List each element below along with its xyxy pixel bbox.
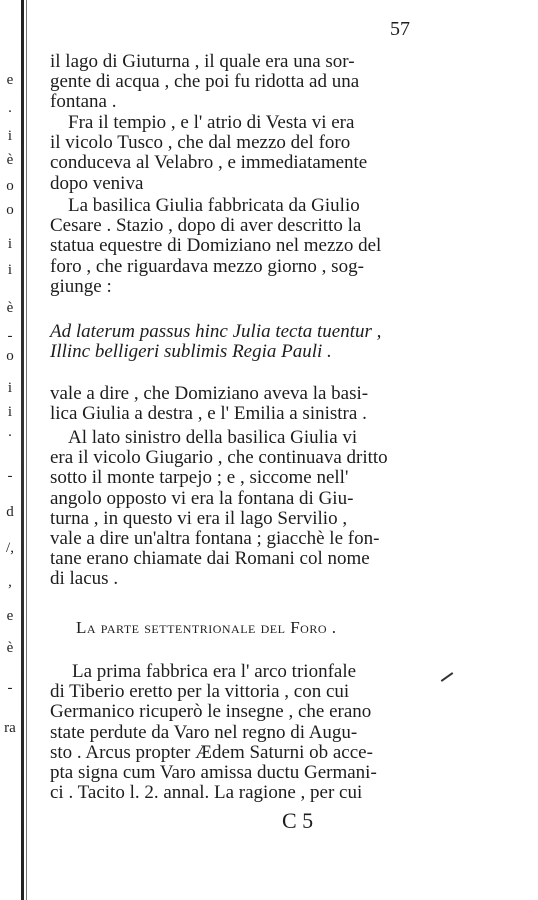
edge-fragment: /, <box>6 540 14 556</box>
page-number: 57 <box>390 18 410 40</box>
paragraph-vicolo-tusco <box>50 113 430 194</box>
edge-fragment: è <box>6 300 14 316</box>
binding-shadow <box>21 0 24 900</box>
edge-fragment: i <box>7 380 13 396</box>
edge-fragment: d <box>6 504 14 520</box>
paragraph-basilica-giulia <box>50 196 430 297</box>
text-line: angolo opposto vi era la fontana di Giu- <box>50 487 354 509</box>
text-line: ci . Tacito l. 2. annal. La ragione , per cui <box>50 782 363 804</box>
text-line: Cesare . Stazio , dopo di aver descritto la <box>50 215 362 237</box>
text-line: Fra il tempio , e l' atrio di Vesta vi era <box>68 112 355 133</box>
edge-fragment: i <box>7 262 13 278</box>
edge-fragment: è <box>6 640 14 656</box>
edge-fragment: o <box>6 348 14 364</box>
edge-fragment: e <box>6 608 14 624</box>
text-line: La prima fabbrica era l' arco trionfale <box>72 661 357 682</box>
text-line: gente di acqua , che poi fu ridotta ad una <box>50 71 360 93</box>
text-line: lica Giulia a destra , e l' Emilia a sinistra . <box>50 403 367 425</box>
text-line: di lacus . <box>50 568 119 590</box>
edge-fragment: o <box>6 202 14 218</box>
paragraph-arco-tiberio <box>50 662 430 803</box>
edge-fragment: - <box>7 468 13 484</box>
edge-fragment: i <box>7 236 13 252</box>
edge-fragment: i <box>7 128 13 144</box>
latin-quotation <box>50 322 430 362</box>
text-line: pta signa cum Varo amissa ductu Germani- <box>50 761 377 783</box>
stray-pen-mark <box>441 672 454 682</box>
edge-fragment: . <box>8 424 12 440</box>
text-line: era il vicolo Giugario , che continuava dritto <box>50 447 388 469</box>
text-line: Germanico ricuperò le insegne , che erano <box>50 701 372 723</box>
edge-fragment: e <box>6 72 14 88</box>
paragraph-giuturna <box>50 52 430 113</box>
edge-fragment: . <box>8 100 12 116</box>
text-line: vale a dire un'altra fontana ; giacchè le fon- <box>50 527 380 549</box>
text-line: conduceva al Velabro , e immediatamente <box>50 152 368 174</box>
text-line: sotto il monte tarpejo ; e , siccome nell' <box>50 467 349 489</box>
verse-line: Ad laterum passus hinc Julia tecta tuentur , <box>50 321 382 342</box>
text-line: sto . Arcus propter Ædem Saturni ob acce- <box>50 741 373 763</box>
text-line: il lago di Giuturna , il quale era una sor- <box>50 51 355 72</box>
text-line: dopo veniva <box>50 172 144 194</box>
text-line: turna , in questo vi era il lago Servilio , <box>50 507 348 529</box>
text-line: foro , che riguardava mezzo giorno , sog- <box>50 255 364 277</box>
text-line: fontana . <box>50 91 117 113</box>
edge-fragment: o <box>6 178 14 194</box>
edge-fragment: ra <box>4 720 16 736</box>
edge-fragment: i <box>7 404 13 420</box>
text-line: il vicolo Tusco , che dal mezzo del foro <box>50 132 351 154</box>
verse-line: Illinc belligeri sublimis Regia Pauli . <box>50 341 332 363</box>
signature-mark: C 5 <box>282 808 314 833</box>
edge-fragment: , <box>8 574 12 590</box>
text-line: vale a dire , che Domiziano aveva la basi- <box>50 383 369 404</box>
edge-fragment: - <box>7 680 13 696</box>
text-line: di Tiberio eretto per la vittoria , con cui <box>50 681 350 703</box>
text-line: La basilica Giulia fabbricata da Giulio <box>68 195 360 216</box>
text-line: Al lato sinistro della basilica Giulia vi <box>68 427 358 448</box>
edge-fragment: è <box>6 152 14 168</box>
paragraph-vale-a-dire <box>50 384 430 424</box>
paragraph-lato-sinistro <box>50 428 430 590</box>
text-line: giunge : <box>50 275 112 297</box>
binding-shadow-thin <box>26 0 27 900</box>
edge-fragment: - <box>7 328 13 344</box>
text-line: statua equestre di Domiziano nel mezzo del <box>50 235 382 257</box>
text-line: tane erano chiamate dai Romani col nome <box>50 548 370 570</box>
text-line: state perdute da Varo nel regno di Augu- <box>50 721 358 743</box>
section-heading: La parte settentrionale del Foro . <box>76 618 337 637</box>
